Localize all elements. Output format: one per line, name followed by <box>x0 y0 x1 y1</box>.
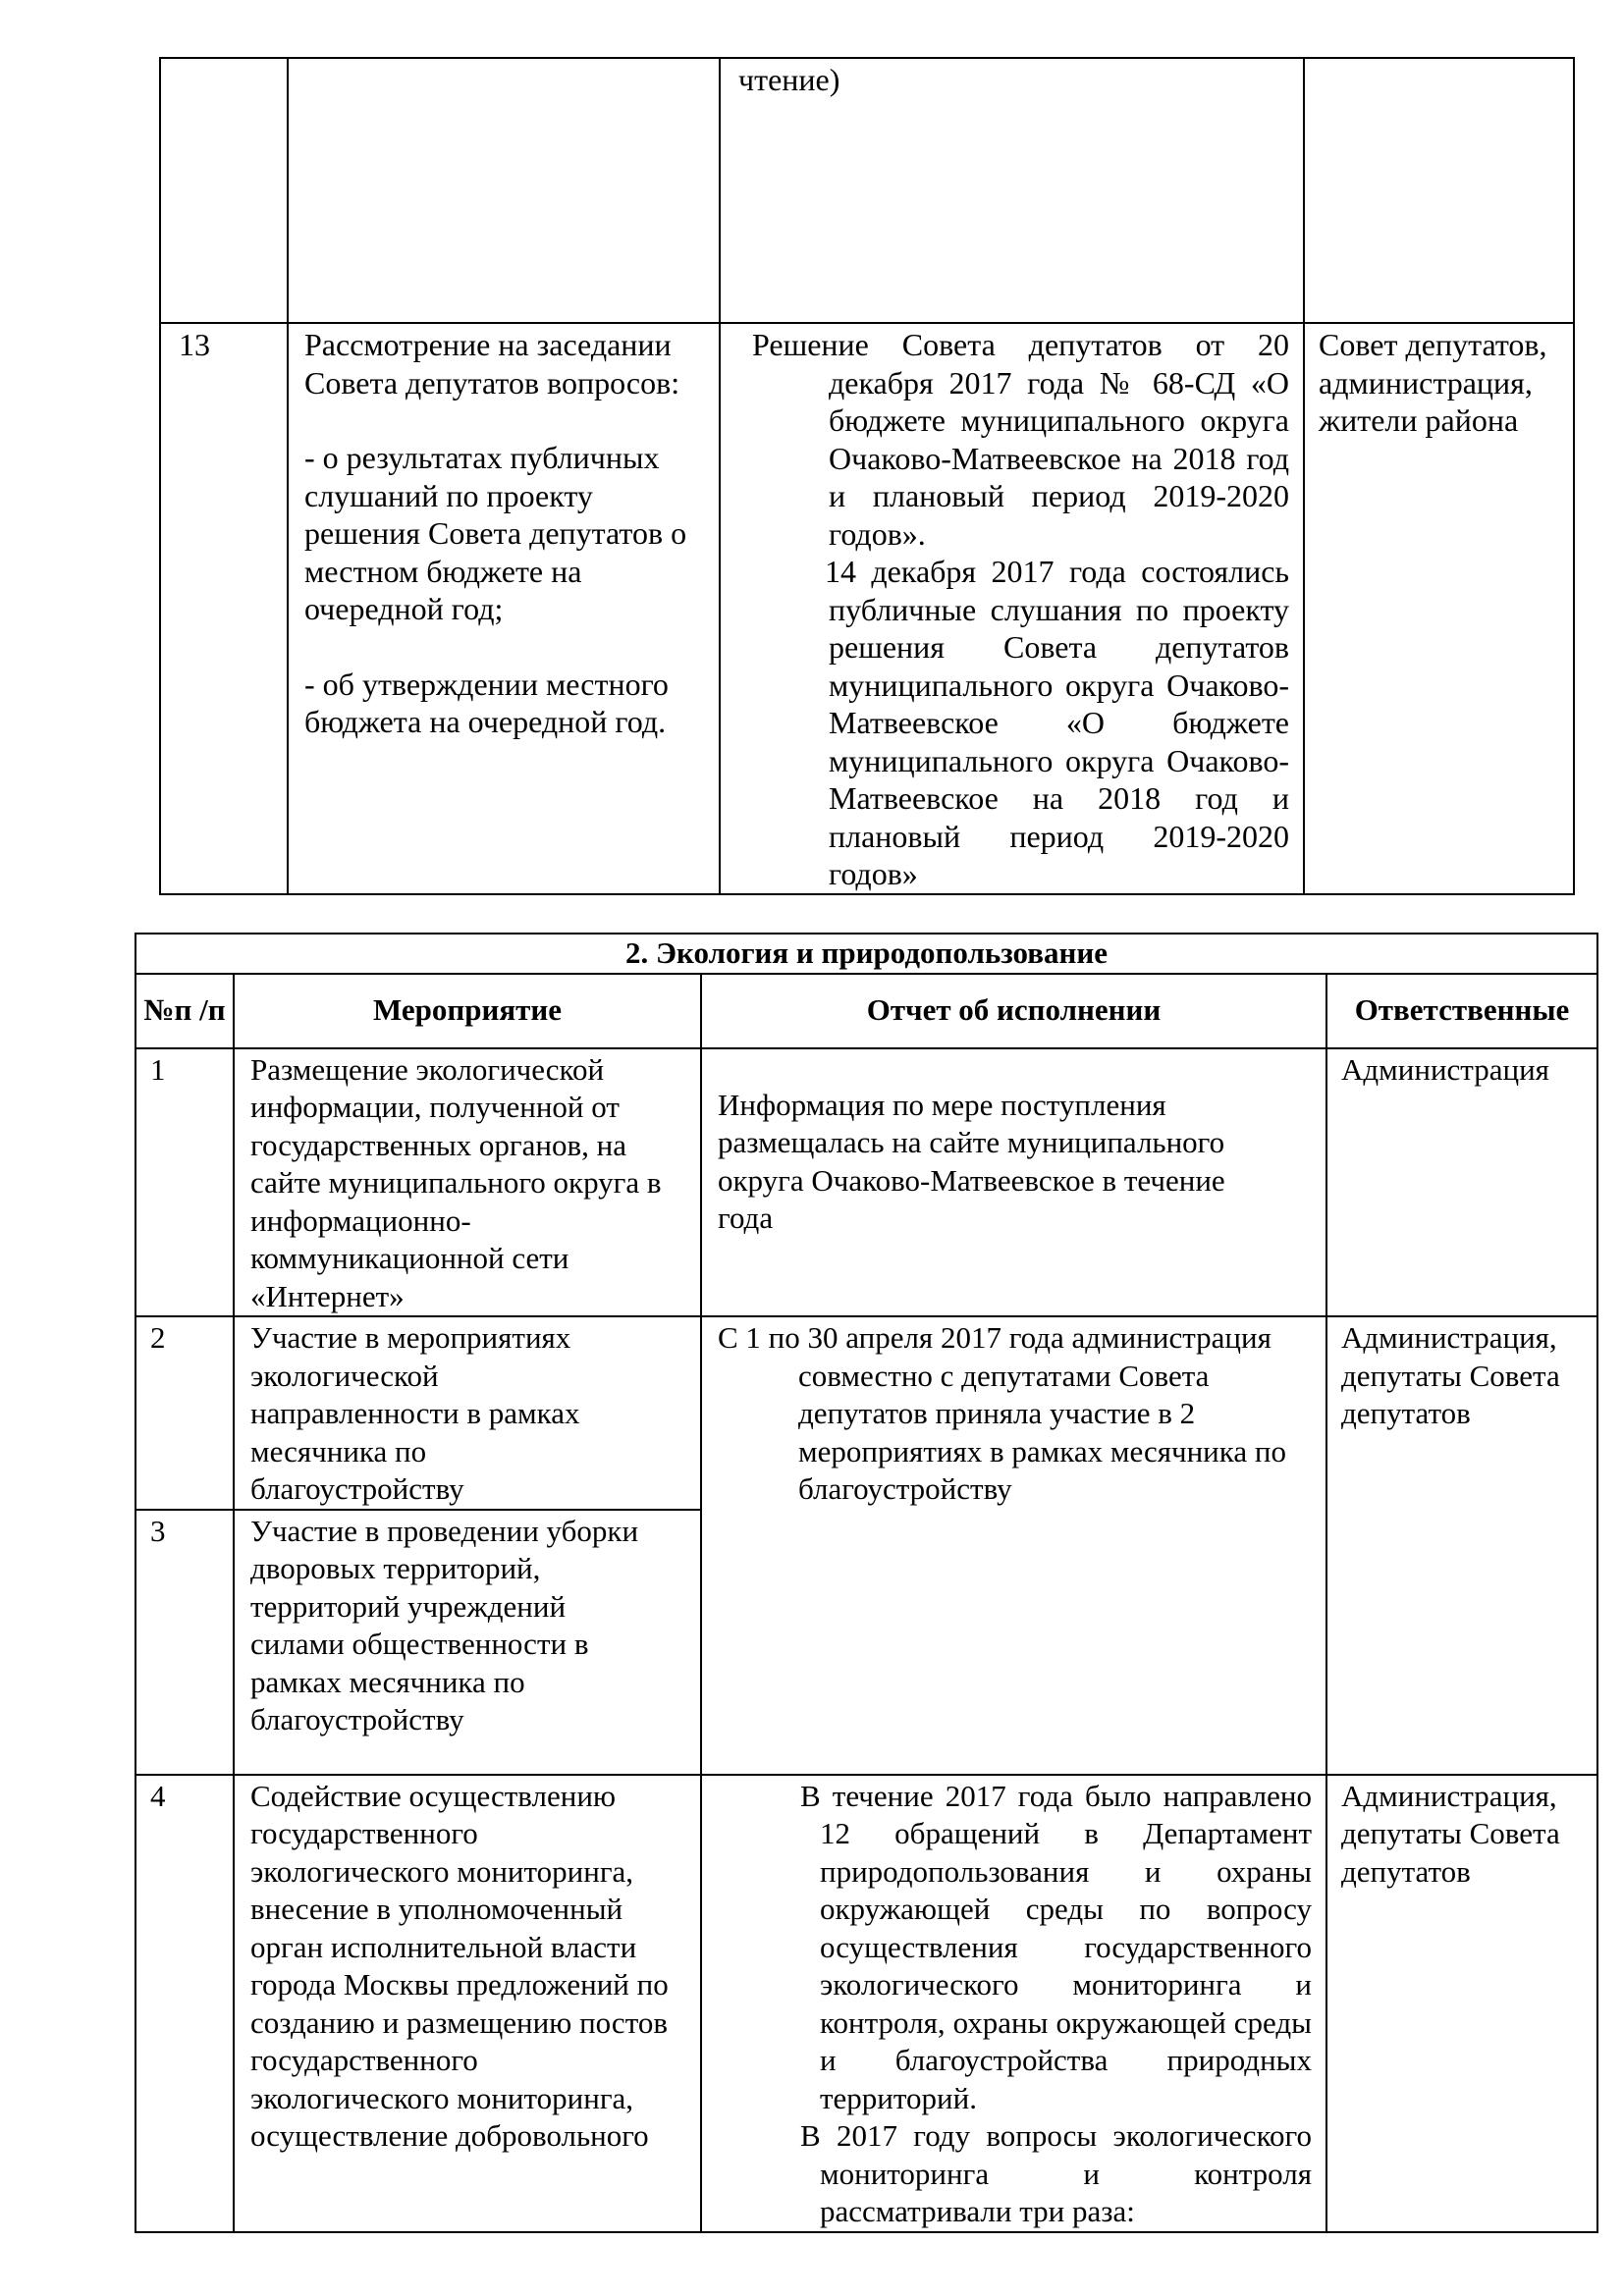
event-cell <box>234 1510 701 1775</box>
responsible-text: Администрация, депутаты Совета депутатов <box>1341 1778 1560 1889</box>
num-cell <box>160 323 288 894</box>
num-cell <box>135 1316 234 1510</box>
row-number: 1 <box>150 1051 166 1087</box>
table-row <box>135 1048 1597 1317</box>
table-row <box>160 58 1574 323</box>
row-number: 2 <box>150 1320 166 1355</box>
event-text: Содействие осуществлению государственного экологического мониторинга, внесение в уполномоченный орган исполнительной власти города Москвы предложений по созданию и размещению постов государственного экологического мониторинга, осуществление добровольного <box>250 1778 669 2153</box>
col-header-num: №п /п <box>135 974 234 1048</box>
event-intro: Рассмотрение на заседании Совета депутатов вопросов: <box>304 327 680 400</box>
table-row <box>160 323 1574 894</box>
responsible-cell <box>1326 1775 1597 2232</box>
report-text: чтение) <box>738 62 840 97</box>
event-item: - об утверждении местного бюджета на очередной год. <box>304 666 669 739</box>
row-number: 3 <box>150 1513 166 1548</box>
num-cell <box>135 1510 234 1775</box>
event-cell <box>288 58 720 323</box>
event-item: - о результатах публичных слушаний по проекту решения Совета депутатов о местном бюджете на очередной год; <box>304 440 687 626</box>
report-paragraph: С 1 по 30 апреля 2017 года администрация совместно с депутатами Совета депутатов приняла участие в 2 мероприятиях в рамках месячника по благоустройству <box>718 1320 1286 1506</box>
report-cell <box>701 1316 1326 1775</box>
responsible-text: Совет депутатов, администрация, жители района <box>1319 327 1547 438</box>
report-paragraph: 14 декабря 2017 года состоялись публичные слушания по проекту решения Совета депутатов муниципального округа Очаково-Матвеевское «О бюджете муниципального округа Очаково-Матвеевское на 2018 год и плановый период 2019-2020 годов» <box>825 554 1289 891</box>
num-cell <box>135 1048 234 1317</box>
responsible-cell <box>1304 58 1574 323</box>
report-cell <box>701 1775 1326 2232</box>
num-cell <box>135 1775 234 2232</box>
responsible-cell <box>1304 323 1574 894</box>
ecology-table <box>135 933 1598 2233</box>
num-cell <box>160 58 288 323</box>
event-text: Участие в проведении уборки дворовых территорий, территорий учреждений силами общественности в рамках месячника по благоустройству <box>250 1513 639 1736</box>
section-header-row <box>135 934 1597 974</box>
responsible-text: Администрация, депутаты Совета депутатов <box>1341 1320 1560 1430</box>
col-header-responsible: Ответственные <box>1326 974 1597 1048</box>
event-cell <box>234 1316 701 1510</box>
table-row <box>135 1316 1597 1510</box>
section-title: 2. Экология и природопользование <box>135 934 1597 974</box>
row-number: 13 <box>179 327 210 362</box>
report-paragraph: В 2017 году вопросы экологического мониторинга и контроля рассматривали три раза: <box>800 2118 1312 2228</box>
col-header-report: Отчет об исполнении <box>701 974 1326 1048</box>
report-cell <box>720 323 1304 894</box>
table-row <box>135 1775 1597 2232</box>
report-cell <box>720 58 1304 323</box>
budget-table <box>159 57 1575 895</box>
event-cell <box>234 1775 701 2232</box>
event-cell <box>288 323 720 894</box>
report-paragraph: Решение Совета депутатов от 20 декабря 2017 года № 68-СД «О бюджете муниципального округа Очаково-Матвеевское на 2018 год и плановый период 2019-2020 годов». <box>752 327 1289 552</box>
report-paragraph: В течение 2017 года было направлено 12 обращений в Департамент природопользования и охраны окружающей среды по вопросу осуществления государственного экологического мониторинга и контроля, охраны окружающей среды и благоустройства природных территорий. <box>800 1778 1312 2115</box>
responsible-cell <box>1326 1048 1597 1317</box>
event-cell <box>234 1048 701 1317</box>
event-text: Размещение экологической информации, полученной от государственных органов, на сайте муниципального округа в информационно-коммуникационной сети «Интернет» <box>250 1051 662 1313</box>
col-header-event: Мероприятие <box>234 974 701 1048</box>
responsible-cell <box>1326 1316 1597 1775</box>
column-header-row <box>135 974 1597 1048</box>
responsible-text: Администрация <box>1341 1051 1549 1087</box>
event-text: Участие в мероприятиях экологической направленности в рамках месячника по благоустройству <box>250 1320 580 1506</box>
report-cell <box>701 1048 1326 1317</box>
report-text: Информация по мере поступления размещалась на сайте муниципального округа Очаково-Матвеевское в течение года <box>718 1087 1225 1235</box>
row-number: 4 <box>150 1778 166 1813</box>
